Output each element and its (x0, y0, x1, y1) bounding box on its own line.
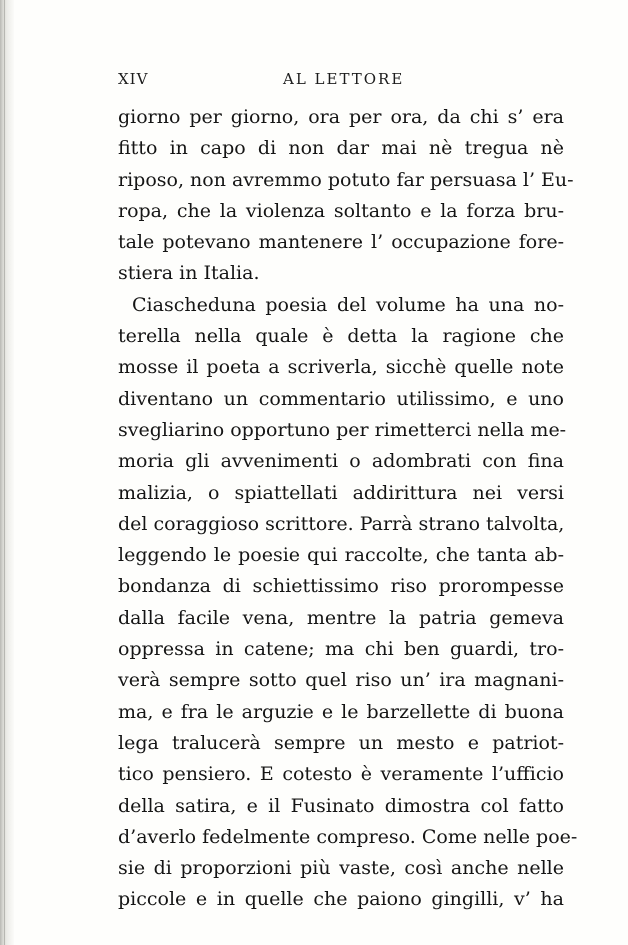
text-line: riposo, non avremmo potuto far persuasa l’ Eu- (118, 168, 574, 191)
text-line: ma, e fra le arguzie e le barzellette di buona (118, 700, 564, 723)
text-line: leggendo le poesie qui raccolte, che tanta ab- (118, 544, 564, 567)
running-title: AL LETTORE (283, 70, 405, 88)
text-line: stiera in Italia. (118, 262, 260, 285)
text-line: d’averlo fedelmente compreso. Come nelle poe- (118, 825, 578, 848)
text-line: piccole e in quelle che paiono gingilli, v’ ha (118, 888, 564, 911)
text-line: tale potevano mantenere l’ occupazione fore- (118, 231, 564, 254)
page-number: XIV (118, 70, 149, 88)
text-line: fitto in capo di non dar mai nè tregua nè (118, 137, 564, 160)
text-line: malizia, o spiattellati addirittura nei versi (118, 481, 564, 504)
text-line: Ciascheduna poesia del volume ha una no- (132, 293, 564, 316)
text-line: verà sempre sotto quel riso un’ ira magnani- (118, 669, 564, 692)
text-line: terella nella quale è detta la ragione che (118, 325, 564, 348)
text-line: moria gli avvenimenti o adombrati con fina (118, 450, 564, 473)
text-line: sie di proporzioni più vaste, così anche nelle (118, 857, 564, 880)
text-line: bondanza di schiettissimo riso prorompesse (118, 575, 564, 598)
text-line: dalla facile vena, mentre la patria gemeva (118, 606, 564, 629)
body-text (118, 102, 578, 916)
text-line: oppressa in catene; ma chi ben guardi, tro- (118, 638, 564, 661)
text-line: lega tralucerà sempre un mesto e patriot- (118, 731, 564, 754)
text-line: della satira, e il Fusinato dimostra col fatto (118, 794, 564, 817)
text-line: tico pensiero. E cotesto è veramente l’ufficio (118, 763, 564, 786)
page-gutter (0, 0, 14, 945)
text-line: del coraggioso scrittore. Parrà strano talvolta, (118, 512, 565, 535)
text-line: mosse il poeta a scriverla, sicchè quelle note (118, 356, 564, 379)
text-line: svegliarino opportuno per rimetterci nella me- (118, 418, 567, 441)
text-line: giorno per giorno, ora per ora, da chi s’ era (118, 106, 564, 128)
text-line: ropa, che la violenza soltanto e la forza bru- (118, 199, 564, 222)
text-line: diventano un commentario utilissimo, e uno (118, 387, 564, 410)
gutter-edge-line (4, 0, 5, 945)
running-header (118, 70, 564, 94)
